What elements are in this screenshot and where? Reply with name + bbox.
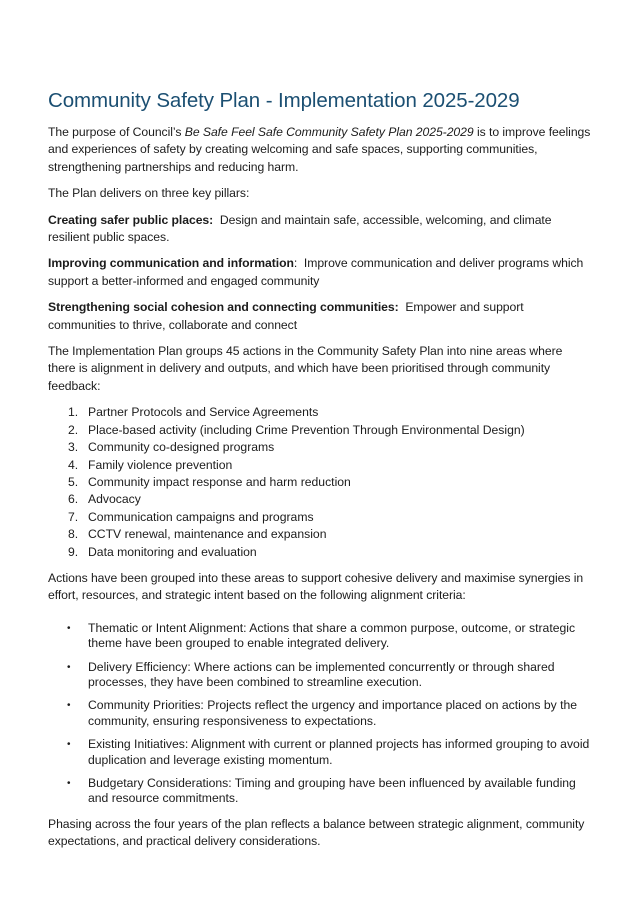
list-number: 6. (68, 492, 79, 507)
list-item-text: Family violence prevention (88, 457, 233, 472)
pillar-label: Creating safer public places: (48, 212, 214, 227)
pillar-1 (48, 212, 593, 247)
bullet-icon: • (67, 661, 71, 673)
list-item-text: Delivery Efficiency: Where actions can be implemented concurrently or through shared processes, they have been combined to streamline execution. (88, 659, 555, 690)
pillar-label: Strengthening social cohesion and connecting communities: (48, 300, 399, 315)
list-item (48, 621, 593, 652)
criteria-list (48, 621, 593, 807)
list-item (48, 776, 593, 807)
list-number: 4. (68, 457, 79, 472)
list-item-text: Budgetary Considerations: Timing and grouping have been influenced by available funding and resource commitments. (88, 775, 576, 806)
list-item-text: Thematic or Intent Alignment: Actions that share a common purpose, outcome, or strategic theme have been grouped to enable integrated delivery. (88, 620, 576, 651)
list-number: 2. (68, 422, 79, 437)
intro-suffix: is to improve feelings and experiences of safety by creating welcoming and safe spaces, supporting communities, strengthening partnerships and reducing harm. (48, 125, 591, 174)
list-item-text: Data monitoring and evaluation (88, 544, 257, 559)
bullet-icon: • (67, 739, 71, 751)
list-item (48, 526, 593, 543)
pillar-label: Improving communication and information (48, 256, 294, 271)
list-number: 8. (68, 527, 79, 542)
bullet-icon: • (67, 622, 71, 634)
page-title: Community Safety Plan - Implementation 2025-2029 (48, 89, 520, 112)
pillar-label-suffix: : (293, 256, 298, 271)
list-item (48, 509, 593, 526)
list-item (48, 660, 593, 691)
bullet-icon: • (67, 777, 71, 789)
list-item (48, 544, 593, 561)
closing-paragraph: Phasing across the four years of the plan reflects a balance between strategic alignment, community expectations, and practical delivery considerations. (48, 817, 585, 849)
intro-paragraph (48, 124, 593, 176)
pillar-3 (48, 299, 593, 334)
list-item-text: Community impact response and harm reduction (88, 474, 351, 489)
intro-prefix: The purpose of Council’s (48, 125, 185, 139)
list-item (48, 698, 593, 729)
list-item-text: Communication campaigns and programs (88, 509, 314, 524)
list-item (48, 737, 593, 768)
list-item-text: Advocacy (88, 492, 141, 507)
list-number: 9. (68, 544, 79, 559)
list-item-text: Community Priorities: Projects reflect the urgency and importance placed on actions by the community, ensuring responsiveness to expectations. (88, 698, 578, 728)
criteria-intro: Actions have been grouped into these areas to support cohesive delivery and maximise synergies in effort, resources, and strategic intent based on the following alignment criteria: (48, 570, 584, 603)
list-item (48, 457, 593, 474)
pillar-text: Design and maintain safe, accessible, welcoming, and climate resilient public spaces. (48, 212, 555, 245)
document-page (48, 88, 593, 860)
list-item-text: CCTV renewal, maintenance and expansion (88, 527, 327, 542)
pillar-text: Empower and support communities to thrive, collaborate and connect (48, 300, 527, 332)
list-item-text: Existing Initiatives: Alignment with current or planned projects has informed grouping to avoid duplication and leverage existing momentum. (88, 737, 590, 767)
list-number: 3. (68, 440, 79, 455)
list-item-text: Partner Protocols and Service Agreements (88, 405, 319, 420)
plan-name: Be Safe Feel Safe Community Safety Plan 2025-2029 (184, 125, 474, 139)
list-item (48, 404, 593, 421)
bullet-icon: • (67, 700, 71, 712)
pillar-text: Improve communication and deliver programs which support a better-informed and engaged community (48, 256, 587, 288)
list-item-text: Community co-designed programs (88, 440, 275, 455)
list-number: 1. (68, 405, 79, 420)
list-item (48, 474, 593, 491)
areas-list (48, 404, 593, 561)
list-item (48, 422, 593, 439)
pillars-intro: The Plan delivers on three key pillars: (48, 186, 250, 201)
list-item (48, 491, 593, 508)
areas-intro: The Implementation Plan groups 45 actions in the Community Safety Plan into nine areas where there is alignment in delivery and outputs, and which have been prioritised through community feedback: (48, 344, 563, 393)
pillar-2 (48, 255, 593, 290)
list-number: 5. (68, 474, 79, 489)
list-item (48, 439, 593, 456)
list-item-text: Place-based activity (including Crime Prevention Through Environmental Design) (88, 422, 525, 437)
list-number: 7. (68, 509, 79, 524)
